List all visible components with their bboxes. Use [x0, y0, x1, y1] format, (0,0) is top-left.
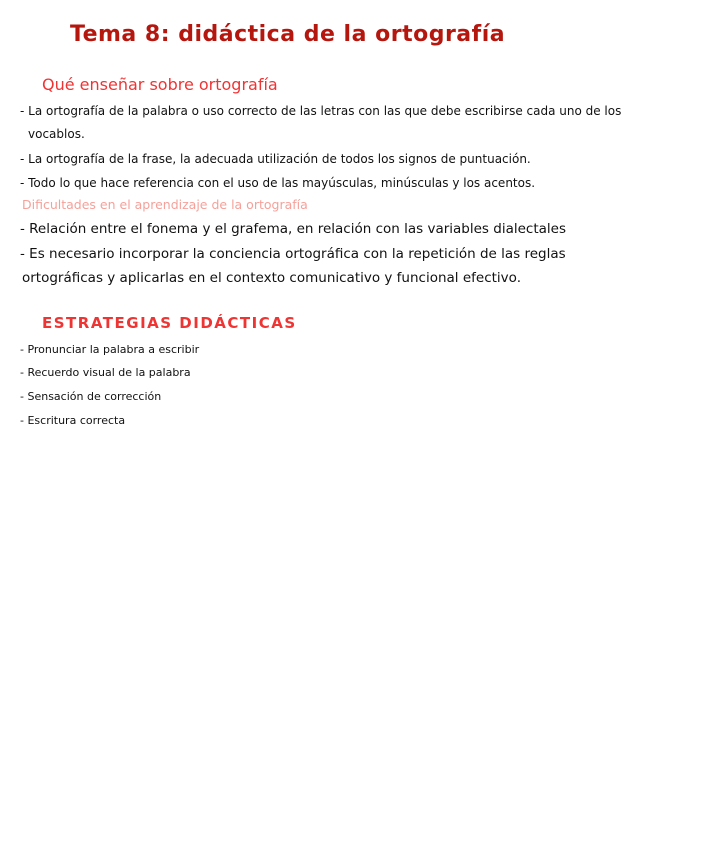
section-heading-dificultades: Dificultades en el aprendizaje de la ortografía — [22, 197, 308, 212]
list-item: - Pronunciar la palabra a escribir — [20, 343, 200, 356]
body-line: vocablos. — [28, 127, 85, 141]
list-item: - Escritura correcta — [20, 414, 126, 427]
list-item: - Recuerdo visual de la palabra — [20, 366, 191, 379]
body-line: ortográficas y aplicarlas en el contexto comunicativo y funcional efectivo. — [22, 270, 521, 286]
section-heading-estrategias: ESTRATEGIAS DIDÁCTICAS — [42, 314, 297, 332]
page-title: Tema 8: didáctica de la ortografía — [70, 22, 506, 47]
section-heading-que-ensenar: Qué enseñar sobre ortografía — [42, 75, 278, 94]
body-line: - Relación entre el fonema y el grafema, en relación con las variables dialectales — [20, 221, 566, 237]
body-line: - La ortografía de la frase, la adecuada utilización de todos los signos de puntuación. — [20, 152, 531, 166]
body-line: - La ortografía de la palabra o uso correcto de las letras con las que debe escribirse cada uno de los — [20, 104, 622, 118]
body-line: - Es necesario incorporar la conciencia ortográfica con la repetición de las reglas — [20, 246, 566, 262]
body-line: - Todo lo que hace referencia con el uso de las mayúsculas, minúsculas y los acentos. — [20, 176, 536, 190]
list-item: - Sensación de corrección — [20, 390, 162, 403]
